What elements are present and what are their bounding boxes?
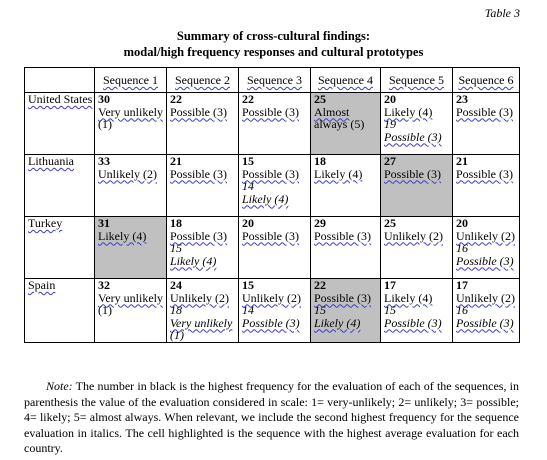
top-frequency: 30: [98, 92, 110, 106]
table-number-label: Table 3: [484, 6, 520, 20]
second-evaluation-label: Likely (4): [314, 315, 361, 330]
top-frequency: 31: [98, 216, 110, 230]
second-frequency: 15: [314, 303, 326, 317]
evaluation-label: Possible (3): [456, 166, 513, 181]
table-cell-highlighted: [381, 155, 453, 217]
primary-evaluation: [314, 230, 379, 243]
note-text: The number in black is the highest frequency for the evaluation of each of the sequences, in parenthesis the value of the evaluation considered in scale: 1= very-unlikely; 2= unlikely; 3= possible; 4= likely; 5= almost always. When relevant, we include the second highest frequency for the sequence evaluation in italics. The cell highlighted is the sequence with the highest average evaluation for each country.: [24, 379, 519, 455]
top-frequency: 22: [170, 92, 182, 106]
table-cell: [95, 155, 167, 217]
table-note: [24, 379, 519, 457]
second-evaluation: [170, 255, 237, 268]
table-cell: [239, 279, 311, 343]
table-cell: [239, 217, 311, 279]
table-cell: [239, 155, 311, 217]
evaluation-label: Unlikely (2): [384, 228, 443, 243]
column-header: Sequence 4: [311, 68, 381, 93]
top-frequency: 23: [456, 92, 468, 106]
second-evaluation: [242, 317, 309, 330]
top-frequency: 33: [98, 154, 110, 168]
top-frequency: 15: [242, 154, 254, 168]
evaluation-label: Unlikely (2): [456, 228, 515, 243]
table-row: [25, 93, 520, 155]
header-row: [25, 68, 520, 93]
evaluation-label: Possible (3): [170, 166, 227, 181]
primary-evaluation: [384, 168, 451, 181]
evaluation-score: (1): [98, 303, 112, 317]
second-evaluation: [456, 317, 518, 330]
evaluation-label: Very unlikely: [98, 290, 163, 305]
second-evaluation: [242, 193, 309, 206]
column-header: Sequence 5: [381, 68, 453, 93]
evaluation-label: Unlikely (2): [170, 290, 229, 305]
second-frequency: 14: [242, 303, 254, 317]
table-cell: [453, 93, 520, 155]
evaluation-label: Possible (3): [170, 104, 227, 119]
evaluation-label: Likely (4): [384, 290, 433, 305]
top-frequency: 27: [384, 154, 396, 168]
row-header-country: [25, 217, 95, 279]
second-frequency: 16: [456, 241, 468, 255]
table-row: [25, 217, 520, 279]
primary-evaluation: [170, 106, 237, 119]
table-cell: [167, 155, 239, 217]
second-evaluation-label: Possible (3): [242, 315, 300, 330]
top-frequency: 15: [242, 278, 254, 292]
second-frequency: 15: [384, 303, 396, 317]
table-cell: [381, 279, 453, 343]
top-frequency: 20: [456, 216, 468, 230]
evaluation-label: Possible (3): [170, 228, 227, 243]
table-cell: [311, 217, 381, 279]
primary-evaluation: [456, 106, 518, 119]
evaluation-label: Possible (3): [242, 166, 299, 181]
second-evaluation-label: Likely (4): [242, 191, 289, 206]
primary-evaluation: [98, 168, 165, 181]
second-frequency: 18: [170, 303, 182, 317]
evaluation-label: Unlikely (2): [456, 290, 515, 305]
primary-evaluation: [456, 168, 518, 181]
row-header-country: [25, 93, 95, 155]
second-evaluation-label: Very unlikely (1): [170, 315, 233, 342]
table-cell-highlighted: [311, 279, 381, 343]
evaluation-label: Unlikely (2): [242, 290, 301, 305]
second-evaluation: [170, 317, 237, 342]
country-name: Turkey: [28, 216, 63, 230]
column-header: Sequence 6: [453, 68, 520, 93]
second-evaluation: [384, 317, 451, 330]
title-line-2: modal/high frequency responses and cultural prototypes: [123, 45, 424, 59]
second-evaluation: [314, 317, 379, 330]
second-evaluation-label: Possible (3): [384, 315, 442, 330]
second-frequency: 16: [456, 303, 468, 317]
evaluation-label: Possible (3): [314, 228, 371, 243]
table-cell: [311, 155, 381, 217]
evaluation-label: Possible (3): [456, 104, 513, 119]
primary-evaluation: [242, 106, 309, 119]
table-cell: [239, 93, 311, 155]
top-frequency: 20: [384, 92, 396, 106]
second-evaluation: [456, 255, 518, 268]
evaluation-label: Possible (3): [242, 228, 299, 243]
evaluation-label: Likely (4): [314, 166, 363, 181]
country-name: Lithuania: [28, 154, 74, 168]
top-frequency: 18: [170, 216, 182, 230]
evaluation-label: Very unlikely: [98, 104, 163, 119]
table-cell: [381, 93, 453, 155]
top-frequency: 25: [314, 92, 326, 106]
column-header: Sequence 1: [95, 68, 167, 93]
note-label: Note:: [46, 379, 73, 393]
second-frequency: 19: [384, 117, 396, 131]
table-cell-highlighted: [95, 217, 167, 279]
table-cell: [95, 93, 167, 155]
evaluation-score: (1): [98, 117, 112, 131]
table-row: [25, 279, 520, 343]
primary-evaluation: [242, 230, 309, 243]
top-frequency: 18: [314, 154, 326, 168]
top-frequency: 22: [242, 92, 254, 106]
primary-evaluation: [384, 230, 451, 243]
title-line-1: Summary of cross-cultural findings:: [176, 29, 371, 43]
top-frequency: 20: [242, 216, 254, 230]
table-cell: [167, 217, 239, 279]
row-header-country: [25, 155, 95, 217]
table-cell: [453, 217, 520, 279]
primary-evaluation: [170, 168, 237, 181]
top-frequency: 25: [384, 216, 396, 230]
evaluation-label: Likely (4): [98, 228, 147, 243]
second-evaluation-label: Possible (3): [456, 253, 514, 268]
table-cell: [453, 155, 520, 217]
row-header-country: [25, 279, 95, 343]
table-cell-highlighted: [311, 93, 381, 155]
second-frequency: 15: [170, 241, 182, 255]
second-frequency: 14: [242, 179, 254, 193]
evaluation-label: Possible (3): [384, 166, 441, 181]
column-header: Sequence 2: [167, 68, 239, 93]
top-frequency: 17: [456, 278, 468, 292]
evaluation-label: Possible (3): [314, 290, 371, 305]
evaluation-label: Likely (4): [384, 104, 433, 119]
second-evaluation-label: Possible (3): [456, 315, 514, 330]
primary-evaluation: [314, 168, 379, 181]
top-frequency: 21: [456, 154, 468, 168]
country-name: United States: [28, 92, 93, 106]
primary-evaluation: [98, 230, 165, 243]
second-evaluation: [384, 131, 451, 144]
top-frequency: 17: [384, 278, 396, 292]
evaluation-label: Unlikely (2): [98, 166, 157, 181]
table-cell: [381, 217, 453, 279]
top-frequency: 32: [98, 278, 110, 292]
evaluation-score: always (5): [314, 117, 365, 131]
second-evaluation-label: Possible (3): [384, 129, 442, 144]
second-evaluation-label: Likely (4): [170, 253, 217, 268]
top-frequency: 29: [314, 216, 326, 230]
top-frequency: 21: [170, 154, 182, 168]
findings-table: [24, 67, 520, 343]
table-cell: [167, 93, 239, 155]
evaluation-label: Almost: [314, 104, 350, 119]
top-frequency: 22: [314, 278, 326, 292]
top-frequency: 24: [170, 278, 182, 292]
table-cell: [95, 279, 167, 343]
table-cell: [167, 279, 239, 343]
corner-cell: [25, 68, 95, 93]
table-cell: [453, 279, 520, 343]
table-row: [25, 155, 520, 217]
evaluation-label: Possible (3): [242, 104, 299, 119]
column-header: Sequence 3: [239, 68, 311, 93]
table-title: [0, 28, 547, 60]
country-name: Spain: [28, 278, 56, 292]
